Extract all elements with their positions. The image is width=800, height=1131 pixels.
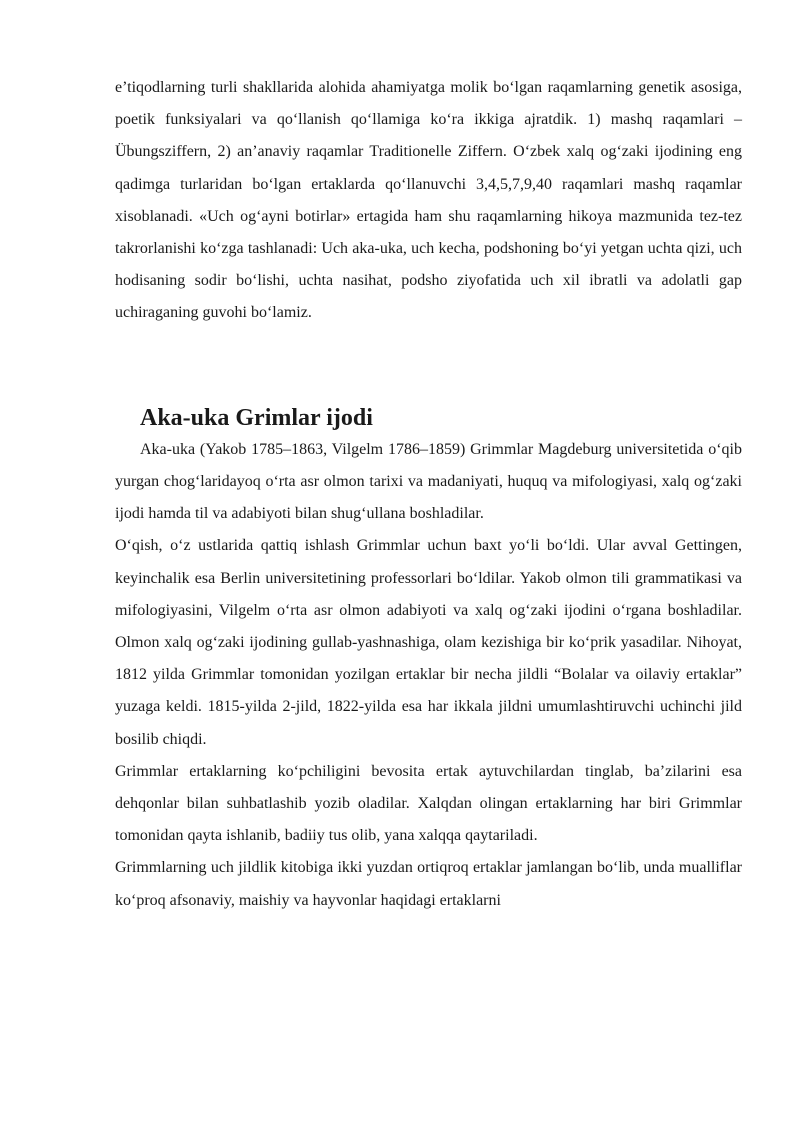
body-paragraph-1: Aka-uka (Yakob 1785–1863, Vilgelm 1786–1859) Grimmlar Magdeburg universitetida o‘qib yurgan chog‘laridayoq o‘rta asr olmon tarixi va madaniyati, huquq va mifologiyasi, xalq og‘zaki ijodi hamda til va adabiyoti bilan shug‘ullana boshladilar. [115,440,742,523]
body-paragraph-3: Grimmlar ertaklarning ko‘pchiligini bevosita ertak aytuvchilardan tinglab, ba’zilarini esa dehqonlar bilan suhbatlashib yozib oladilar. Xalqdan olingan ertaklarning har biri Grimmlar tomonidan qayta ishlanib, badiiy tus olib, yana xalqqa qaytariladi. [115,762,742,845]
section-spacer [115,330,742,402]
body-paragraph-2: O‘qish, o‘z ustlarida qattiq ishlash Grimmlar uchun baxt yo‘li bo‘ldi. Ular avval Gettingen, keyinchalik esa Berlin universitetining professorlari bo‘ldilar. Yakob olmon tili grammatikasi va mifologiyasini, Vilgelm o‘rta asr olmon adabiyoti va xalq og‘zaki ijodini o‘rgana boshladilar. Olmon xalq og‘zaki ijodining gullab-yashnashiga, olam kezishiga bir ko‘prik yasadilar. Nihoyat, 1812 yilda Grimmlar tomonidan yozilgan ertaklar bir necha jildli “Bolalar va oilaviy ertaklar” yuzaga keldi. 1815-yilda 2-jild, 1822-yilda esa har ikkala jildni umumlashtiruvchi uchinchi jild bosilib chiqdi. [115,537,742,748]
body-paragraph-4: Grimmlarning uch jildlik kitobiga ikki yuzdan ortiqroq ertaklar jamlangan bo‘lib, unda mualliflar ko‘proq afsonaviy, maishiy va hayvonlar haqidagi ertaklarni [115,859,742,909]
intro-paragraph: e’tiqodlarning turli shakllarida alohida ahamiyatga molik bo‘lgan raqamlarning genetik asosiga, poetik funksiyalari va qo‘llanish qo‘llamiga ko‘ra ikkiga ajratdik. 1) mashq raqamlari –Übungsziffern, 2) an’anaviy raqamlar Traditionelle Ziffern. O‘zbek xalq og‘zaki ijodining eng qadimga turlaridan bo‘lgan ertaklarda qo‘llanuvchi 3,4,5,7,9,40 raqamlari mashq raqamlar xisoblanadi. «Uch og‘ayni botirlar» ertagida ham shu raqamlarning hikoya mazmunida tez-tez takrorlanishi ko‘zga tashlanadi: Uch aka-uka, uch kecha, podshoning bo‘yi yetgan uchta qizi, uch hodisaning sodir bo‘lishi, uchta nasihat, podsho ziyofatida uch xil ibratli va adolatli gap uchiraganing guvohi bo‘lamiz. [115,79,742,322]
document-page [115,72,742,917]
section-heading: Aka-uka Grimlar ijodi [140,404,373,431]
